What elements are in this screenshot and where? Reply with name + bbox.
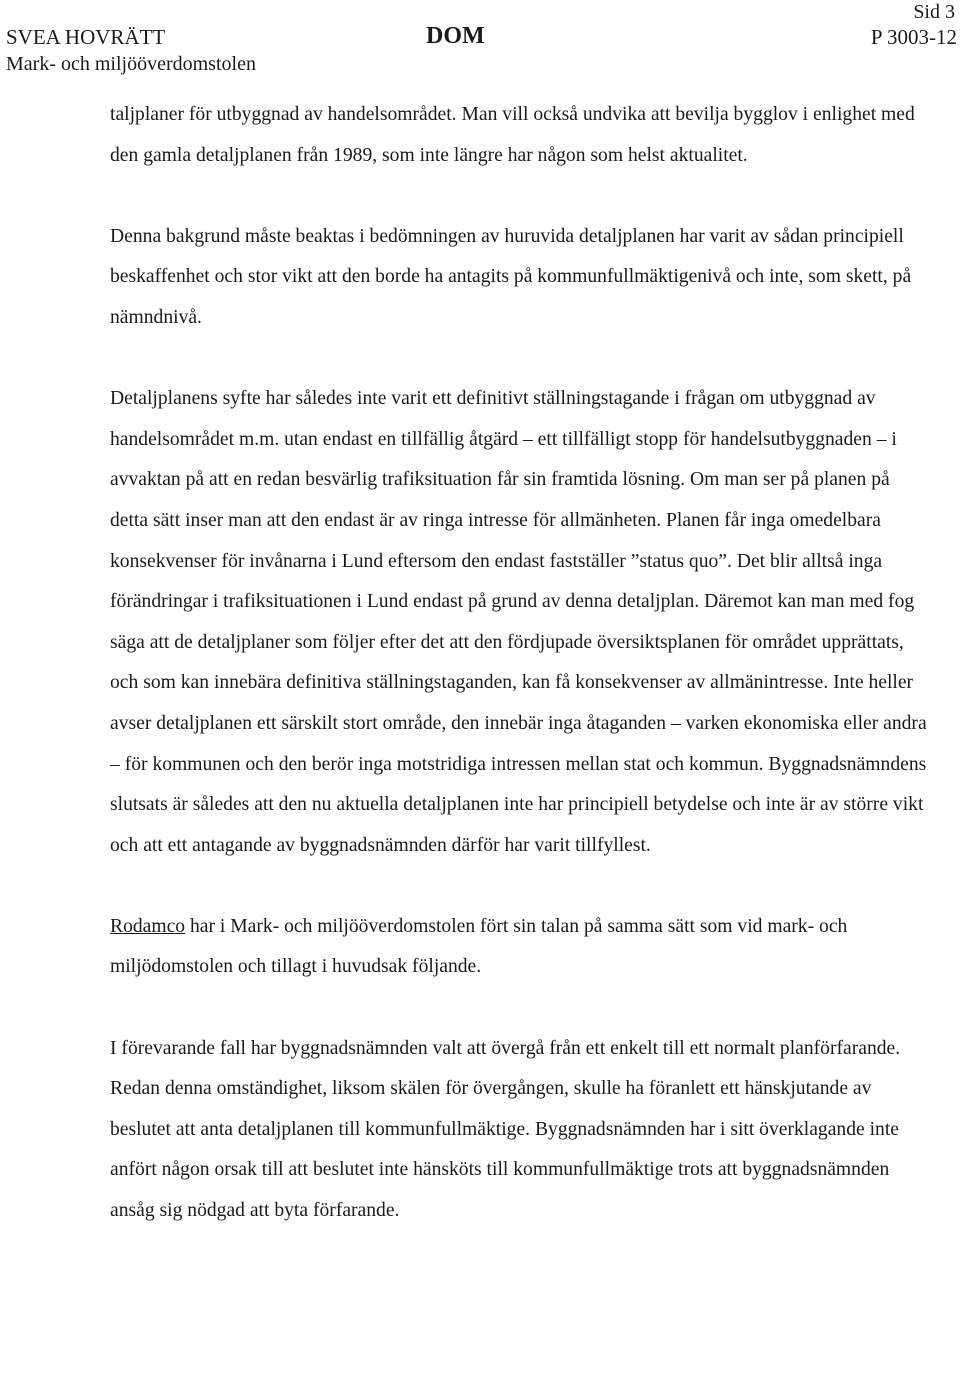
paragraph-1: taljplaner för utbyggnad av handelsområdet. Man vill också undvika att bevilja bygglov i enlighet med den gamla detaljplanen från 1989, som inte längre har någon som helst aktualitet.: [110, 104, 915, 166]
department-name: Mark- och miljööverdomstolen: [6, 53, 256, 75]
page-number: Sid 3: [913, 1, 955, 23]
court-name: SVEA HOVRÄTT: [6, 25, 166, 49]
paragraph-5: I förevarande fall har byggnadsnämnden valt att övergå från ett enkelt till ett normalt planförfarande. Redan denna omständighet, liksom skälen för övergången, skulle ha föranlett ett hänskjutande av beslutet att anta detaljplanen till kommunfullmäktige. Byggnadsnämnden har i sitt överklagande inte anfört någon orsak till att beslutet inte hänsköts till kommunfullmäktige trots att byggnadsnämnden ansåg sig nödgad att byta förfarande.: [110, 1037, 901, 1222]
document-body: [110, 95, 930, 1272]
case-number: P 3003-12: [870, 25, 957, 49]
document-type: DOM: [426, 23, 485, 49]
paragraph-4-text: har i Mark- och miljööverdomstolen fört sin talan på samma sätt som vid mark- och miljödomstolen och tillagt i huvudsak följande.: [110, 915, 848, 978]
paragraph-3: Detaljplanens syfte har således inte varit ett definitivt ställningstagande i frågan om utbyggnad av handelsområdet m.m. utan endast en tillfällig åtgärd – ett tillfälligt stopp för handelsutbyggnaden – i avvaktan på att en redan besvärlig trafiksituation får sin framtida lösning. Om man ser på planen på detta sätt inser man att den endast är av ringa intresse för allmänheten. Planen får inga omedelbara konsekvenser för invånarna i Lund eftersom den endast fastställer ”status quo”. Det blir alltså inga förändringar i trafiksituationen i Lund endast på grund av denna detaljplan. Däremot kan man med fog säga att de detaljplaner som följer efter det att den fördjupade översiktsplanen för området upprättats, och som kan innebära definitiva ställningstaganden, kan få konsekvenser av allmänintresse. Inte heller avser detaljplanen ett särskilt stort område, den innebär inga åtaganden – varken ekonomiska eller andra – för kommunen och den berör inga motstridiga intressen mellan stat och kommun. Byggnadsnämndens slutsats är således att den nu aktuella detaljplanen inte har principiell betydelse och inte är av större vikt och att ett antagande av byggnadsnämnden därför har varit tillfyllest.: [110, 388, 927, 856]
party-name: Rodamco: [110, 915, 186, 937]
paragraph-4: [110, 907, 930, 988]
paragraph-2: Denna bakgrund måste beaktas i bedömningen av huruvida detaljplanen har varit av sådan principiell beskaffenhet och stor vikt att den borde ha antagits på kommunfullmäktigenivå och inte, som skett, på nämndnivå.: [110, 225, 912, 328]
